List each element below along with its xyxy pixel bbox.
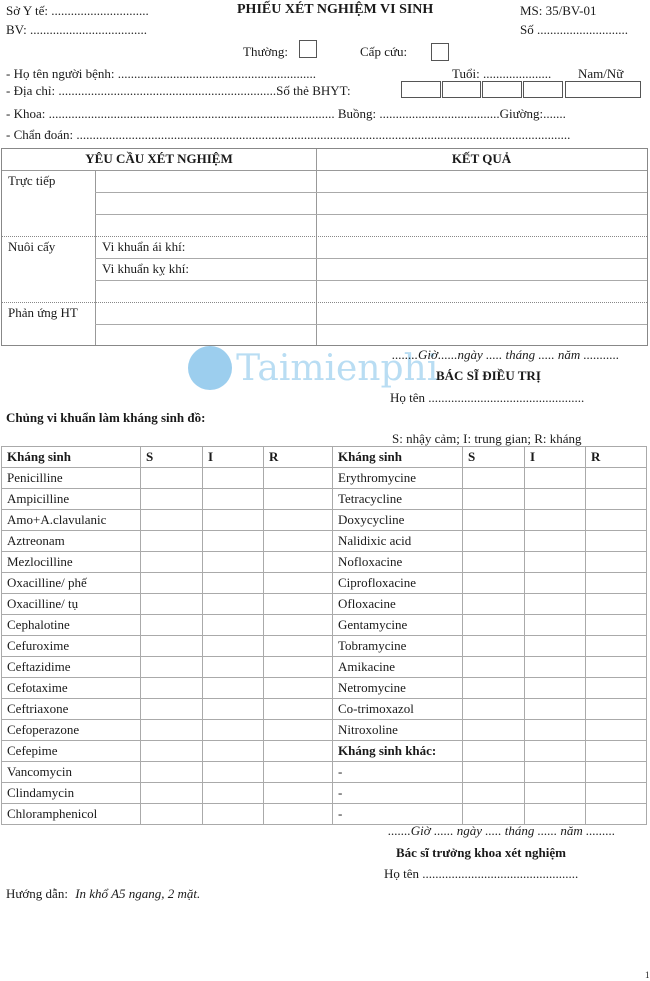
col-header-r: R <box>264 447 333 468</box>
col-header-antibiotic: Kháng sinh <box>333 447 463 468</box>
s-cell[interactable] <box>463 741 525 762</box>
i-cell[interactable] <box>525 783 586 804</box>
antibiotic-name: Nalidixic acid <box>333 531 463 552</box>
s-cell[interactable] <box>463 804 525 825</box>
r-cell[interactable] <box>586 657 647 678</box>
table-row <box>2 804 647 825</box>
i-cell[interactable] <box>203 615 264 636</box>
antibiotic-name: Penicilline <box>2 468 141 489</box>
row-line <box>95 258 647 259</box>
cap-cuu-checkbox[interactable] <box>431 43 449 61</box>
i-cell[interactable] <box>203 636 264 657</box>
s-cell[interactable] <box>141 489 203 510</box>
s-cell[interactable] <box>141 678 203 699</box>
i-cell[interactable] <box>203 762 264 783</box>
s-cell[interactable] <box>141 636 203 657</box>
antibiotic-name: Cefotaxime <box>2 678 141 699</box>
watermark-circle-icon <box>188 346 232 390</box>
row-line <box>95 280 647 281</box>
page-title: PHIẾU XÉT NGHIỆM VI SINH <box>237 2 434 17</box>
guide-label: Hướng dẫn: <box>6 886 68 901</box>
r-cell[interactable] <box>586 615 647 636</box>
r-cell[interactable] <box>586 636 647 657</box>
r-cell[interactable] <box>586 804 647 825</box>
r-cell[interactable] <box>586 573 647 594</box>
table-row <box>2 636 647 657</box>
col-header-s: S <box>463 447 525 468</box>
antibiotic-name: Amikacine <box>333 657 463 678</box>
i-cell[interactable] <box>203 552 264 573</box>
i-cell[interactable] <box>203 699 264 720</box>
i-cell[interactable] <box>525 594 586 615</box>
col-header-antibiotic: Kháng sinh <box>2 447 141 468</box>
antibiotic-name: Nitroxoline <box>333 720 463 741</box>
treating-doctor-title: BÁC SĨ ĐIỀU TRỊ <box>436 368 541 383</box>
table-row <box>2 699 647 720</box>
r-cell[interactable] <box>264 762 333 783</box>
i-cell[interactable] <box>525 510 586 531</box>
i-cell[interactable] <box>525 699 586 720</box>
r-cell[interactable] <box>586 741 647 762</box>
antibiotic-name: Co-trimoxazol <box>333 699 463 720</box>
s-cell[interactable] <box>141 783 203 804</box>
antibiotic-name: - <box>333 762 463 783</box>
i-cell[interactable] <box>203 510 264 531</box>
antibiotic-name: Clindamycin <box>2 783 141 804</box>
antibiotic-name: - <box>333 804 463 825</box>
antibiotic-name: Mezlocilline <box>2 552 141 573</box>
i-cell[interactable] <box>203 531 264 552</box>
antibiotic-name: Nofloxacine <box>333 552 463 573</box>
table-row <box>2 552 647 573</box>
r-cell[interactable] <box>586 531 647 552</box>
row-line <box>95 214 647 215</box>
table-row <box>2 594 647 615</box>
r-cell[interactable] <box>264 783 333 804</box>
i-cell[interactable] <box>525 804 586 825</box>
patient-name-field: - Họ tên người bệnh: ............................................................. <box>6 66 317 81</box>
s-cell[interactable] <box>463 489 525 510</box>
request-table <box>1 148 648 346</box>
i-cell[interactable] <box>203 468 264 489</box>
r-cell[interactable] <box>586 510 647 531</box>
table-header-row <box>2 447 647 468</box>
s-cell[interactable] <box>463 762 525 783</box>
s-cell[interactable] <box>463 531 525 552</box>
r-cell[interactable] <box>264 573 333 594</box>
col-header-result: KẾT QUẢ <box>451 151 512 166</box>
treating-doctor-name-field: Họ tên ................................................ <box>390 390 585 405</box>
i-cell[interactable] <box>525 762 586 783</box>
gender-field: Nam/Nữ <box>578 66 624 81</box>
table-row <box>2 741 647 762</box>
s-cell[interactable] <box>463 657 525 678</box>
i-cell[interactable] <box>203 657 264 678</box>
i-cell[interactable] <box>525 489 586 510</box>
i-cell[interactable] <box>525 678 586 699</box>
s-cell[interactable] <box>463 720 525 741</box>
r-cell[interactable] <box>586 699 647 720</box>
s-cell[interactable] <box>141 657 203 678</box>
page-number: 1 <box>645 970 650 980</box>
r-cell[interactable] <box>264 615 333 636</box>
table-row <box>2 531 647 552</box>
date-line-1: ........Giờ......ngày ..... tháng ..... năm ........... <box>392 347 620 362</box>
antibiotic-name: Cefuroxime <box>2 636 141 657</box>
bv-field: BV: .................................... <box>6 22 147 37</box>
antibiotic-name: Doxycycline <box>333 510 463 531</box>
r-cell[interactable] <box>586 720 647 741</box>
age-field: Tuổi: ..................... <box>452 66 552 81</box>
form-code: MS: 35/BV-01 <box>520 3 597 18</box>
col-header-i: I <box>525 447 586 468</box>
bhyt-box-4[interactable] <box>523 81 563 98</box>
r-cell[interactable] <box>586 594 647 615</box>
i-cell[interactable] <box>203 804 264 825</box>
item-vi-khuan-ai-khi: Vi khuẩn ái khí: <box>102 239 186 254</box>
thuong-label: Thường: <box>243 44 288 59</box>
lab-head-name-field: Họ tên ................................................ <box>384 866 579 881</box>
r-cell[interactable] <box>264 510 333 531</box>
s-cell[interactable] <box>141 615 203 636</box>
table-row <box>2 615 647 636</box>
i-cell[interactable] <box>525 615 586 636</box>
s-cell[interactable] <box>141 804 203 825</box>
watermark-text: Taimienphi <box>236 347 439 389</box>
i-cell[interactable] <box>525 573 586 594</box>
antibiotic-name: Gentamycine <box>333 615 463 636</box>
antibiogram-table <box>1 446 647 825</box>
col-header-i: I <box>203 447 264 468</box>
r-cell[interactable] <box>264 531 333 552</box>
i-cell[interactable] <box>203 489 264 510</box>
date-line-2: .......Giờ ...... ngày ..... tháng ...... năm ......... <box>388 823 616 838</box>
s-cell[interactable] <box>463 573 525 594</box>
thuong-checkbox[interactable] <box>299 40 317 58</box>
r-cell[interactable] <box>264 804 333 825</box>
antibiotic-name: Oxacilline/ phế <box>2 573 141 594</box>
r-cell[interactable] <box>586 783 647 804</box>
category-nuoi-cay: Nuôi cấy <box>8 239 56 254</box>
i-cell[interactable] <box>525 531 586 552</box>
category-truc-tiep: Trực tiếp <box>8 173 56 188</box>
i-cell[interactable] <box>203 783 264 804</box>
antibiotic-name: Netromycine <box>333 678 463 699</box>
s-cell[interactable] <box>463 615 525 636</box>
table-row <box>2 510 647 531</box>
antibiotic-name: Kháng sinh khác: <box>333 741 463 762</box>
group-divider <box>2 236 647 237</box>
table-row <box>2 573 647 594</box>
r-cell[interactable] <box>264 720 333 741</box>
r-cell[interactable] <box>264 741 333 762</box>
table-row <box>2 468 647 489</box>
antibiotic-name: Ampicilline <box>2 489 141 510</box>
antibiotic-name: Amo+A.clavulanic <box>2 510 141 531</box>
s-cell[interactable] <box>141 594 203 615</box>
i-cell[interactable] <box>203 594 264 615</box>
s-cell[interactable] <box>141 468 203 489</box>
r-cell[interactable] <box>264 699 333 720</box>
antibiotic-name: Ceftazidime <box>2 657 141 678</box>
r-cell[interactable] <box>586 552 647 573</box>
s-cell[interactable] <box>141 741 203 762</box>
antibiotic-name: Aztreonam <box>2 531 141 552</box>
col-header-r: R <box>586 447 647 468</box>
r-cell[interactable] <box>264 678 333 699</box>
category-phan-ung-ht: Phản ứng HT <box>8 305 78 320</box>
col-divider <box>316 149 317 345</box>
i-cell[interactable] <box>203 678 264 699</box>
diagnosis-field: - Chẩn đoán: ........................................................................................................................................................ <box>6 127 571 142</box>
table-row <box>2 762 647 783</box>
i-cell[interactable] <box>525 636 586 657</box>
s-cell[interactable] <box>463 552 525 573</box>
r-cell[interactable] <box>264 489 333 510</box>
col-header-s: S <box>141 447 203 468</box>
antibiogram-legend: S: nhậy cảm; I: trung gian; R: kháng <box>392 431 582 446</box>
r-cell[interactable] <box>264 468 333 489</box>
i-cell[interactable] <box>525 657 586 678</box>
s-cell[interactable] <box>463 468 525 489</box>
guide-text: In khổ A5 ngang, 2 mặt. <box>75 886 201 901</box>
s-cell[interactable] <box>141 510 203 531</box>
bhyt-box-1[interactable] <box>401 81 441 98</box>
s-cell[interactable] <box>141 573 203 594</box>
guide <box>6 886 200 902</box>
s-cell[interactable] <box>463 636 525 657</box>
i-cell[interactable] <box>203 741 264 762</box>
s-cell[interactable] <box>463 699 525 720</box>
antibiotic-name: Cephalotine <box>2 615 141 636</box>
s-cell[interactable] <box>141 720 203 741</box>
r-cell[interactable] <box>586 468 647 489</box>
antibiotic-name: Ciprofloxacine <box>333 573 463 594</box>
s-cell[interactable] <box>141 531 203 552</box>
i-cell[interactable] <box>203 573 264 594</box>
bhyt-box-3[interactable] <box>482 81 522 98</box>
antibiotic-name: Erythromycine <box>333 468 463 489</box>
row-line <box>95 324 647 325</box>
antibiotic-name: Ceftriaxone <box>2 699 141 720</box>
bhyt-box-2[interactable] <box>442 81 481 98</box>
antibiotic-name: Tetracycline <box>333 489 463 510</box>
s-cell[interactable] <box>463 678 525 699</box>
i-cell[interactable] <box>525 720 586 741</box>
antibiotic-name: Tobramycine <box>333 636 463 657</box>
r-cell[interactable] <box>264 657 333 678</box>
cap-cuu-label: Cấp cứu: <box>360 44 408 59</box>
col-header-request: YÊU CẦU XÉT NGHIỆM <box>85 151 233 166</box>
antibiotic-name: Chloramphenicol <box>2 804 141 825</box>
r-cell[interactable] <box>586 762 647 783</box>
r-cell[interactable] <box>586 489 647 510</box>
item-vi-khuan-ky-khi: Vi khuẩn kỵ khí: <box>102 261 189 276</box>
antibiotic-name: Vancomycin <box>2 762 141 783</box>
row-line <box>95 192 647 193</box>
lab-head-title: Bác sĩ trưởng khoa xét nghiệm <box>396 845 566 860</box>
s-cell[interactable] <box>141 699 203 720</box>
group-divider <box>2 302 647 303</box>
i-cell[interactable] <box>525 741 586 762</box>
antibiotic-name: - <box>333 783 463 804</box>
s-cell[interactable] <box>463 510 525 531</box>
department-field: - Khoa: ........................................................................................ Buồng: .....................................Giường:....... <box>6 106 566 121</box>
so-y-te-field: Sở Y tế: .............................. <box>6 3 149 18</box>
table-row <box>2 489 647 510</box>
antibiogram-title: Chủng vi khuẩn làm kháng sinh đồ: <box>6 410 206 425</box>
address-field: - Địa chỉ: ...................................................................Số thẻ BHYT: <box>6 83 351 98</box>
table-row <box>2 678 647 699</box>
bhyt-box-5[interactable] <box>565 81 641 98</box>
s-cell[interactable] <box>141 552 203 573</box>
antibiotic-name: Cefepime <box>2 741 141 762</box>
s-cell[interactable] <box>463 783 525 804</box>
antibiotic-name: Oxacilline/ tụ <box>2 594 141 615</box>
s-cell[interactable] <box>141 762 203 783</box>
so-field: Số ............................ <box>520 22 628 37</box>
r-cell[interactable] <box>586 678 647 699</box>
i-cell[interactable] <box>203 720 264 741</box>
r-cell[interactable] <box>264 594 333 615</box>
antibiotic-name: Cefoperazone <box>2 720 141 741</box>
header-divider <box>2 170 647 171</box>
s-cell[interactable] <box>463 594 525 615</box>
r-cell[interactable] <box>264 552 333 573</box>
table-row <box>2 657 647 678</box>
antibiotic-name: Ofloxacine <box>333 594 463 615</box>
i-cell[interactable] <box>525 552 586 573</box>
i-cell[interactable] <box>525 468 586 489</box>
table-row <box>2 720 647 741</box>
table-row <box>2 783 647 804</box>
r-cell[interactable] <box>264 636 333 657</box>
